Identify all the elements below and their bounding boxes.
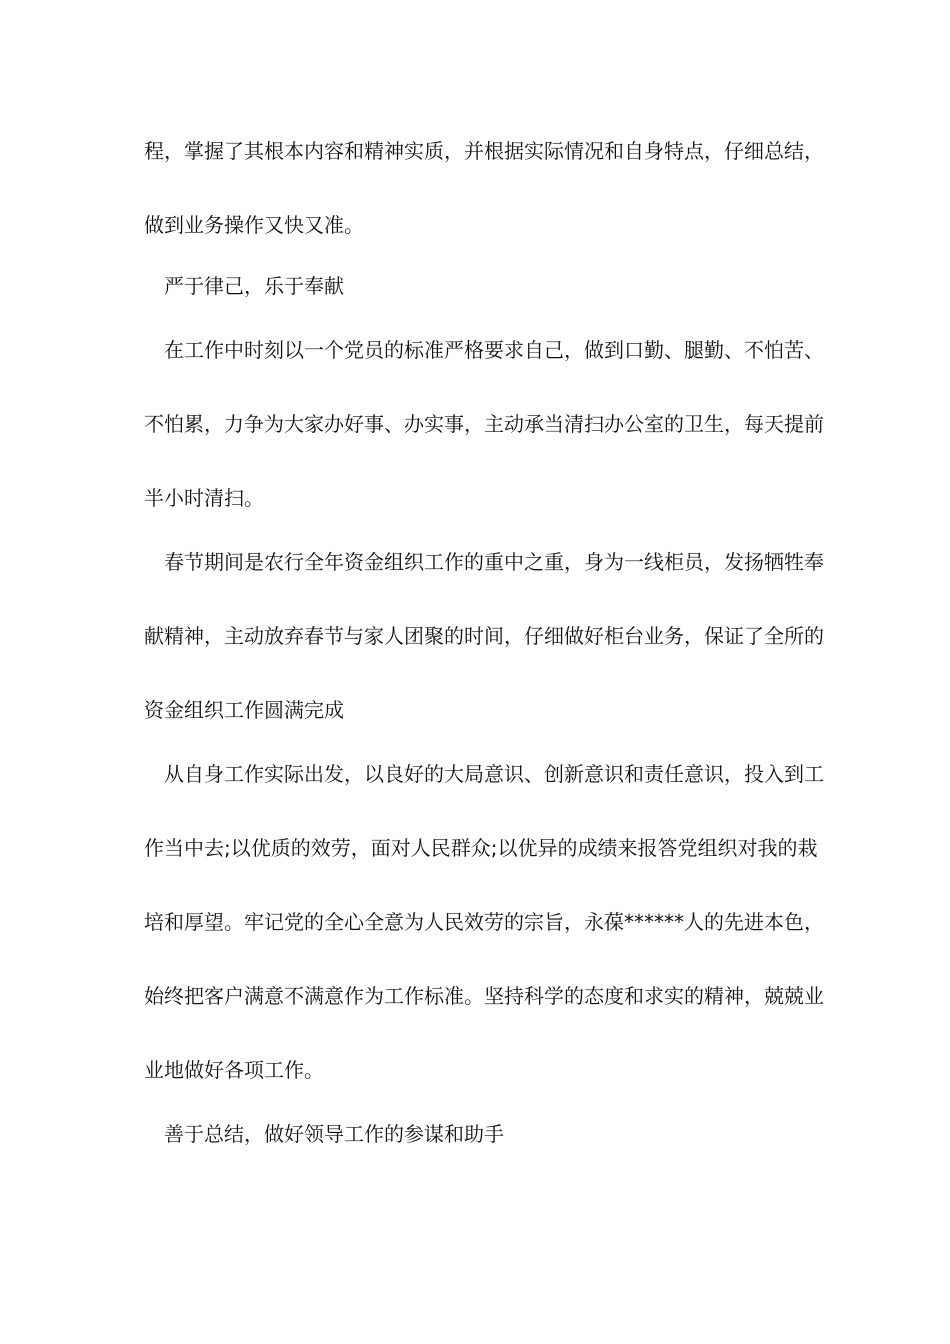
paragraph-line: 在工作中时刻以一个党员的标准严格要求自己，做到口勤、腿勤、不怕苦、 [164, 338, 824, 362]
paragraph-line: 资金组织工作圆满完成 [144, 698, 344, 722]
section-heading: 善于总结，做好领导工作的参谋和助手 [164, 1122, 504, 1146]
section-heading: 严于律己，乐于奉献 [164, 274, 344, 298]
paragraph-line: 半小时清扫。 [144, 486, 264, 510]
paragraph-line: 始终把客户满意不满意作为工作标准。坚持科学的态度和求实的精神，兢兢业 [144, 984, 824, 1008]
paragraph-line: 作当中去;以优质的效劳，面对人民群众;以优异的成绩来报答党组织对我的栽 [144, 836, 818, 860]
paragraph-line: 献精神，主动放弃春节与家人团聚的时间，仔细做好柜台业务，保证了全所的 [144, 624, 824, 648]
paragraph-line: 程，掌握了其根本内容和精神实质，并根据实际情况和自身特点，仔细总结， [144, 139, 824, 163]
paragraph-line: 不怕累，力争为大家办好事、办实事，主动承当清扫办公室的卫生，每天提前 [144, 412, 824, 436]
paragraph-line: 春节期间是农行全年资金组织工作的重中之重，身为一线柜员，发扬牺牲奉 [164, 550, 824, 574]
paragraph-line: 业地做好各项工作。 [144, 1058, 324, 1082]
paragraph-line: 从自身工作实际出发，以良好的大局意识、创新意识和责任意识，投入到工 [164, 762, 824, 786]
paragraph-line: 做到业务操作又快又准。 [144, 213, 364, 237]
paragraph-line: 培和厚望。牢记党的全心全意为人民效劳的宗旨，永葆******人的先进本色， [144, 910, 824, 934]
